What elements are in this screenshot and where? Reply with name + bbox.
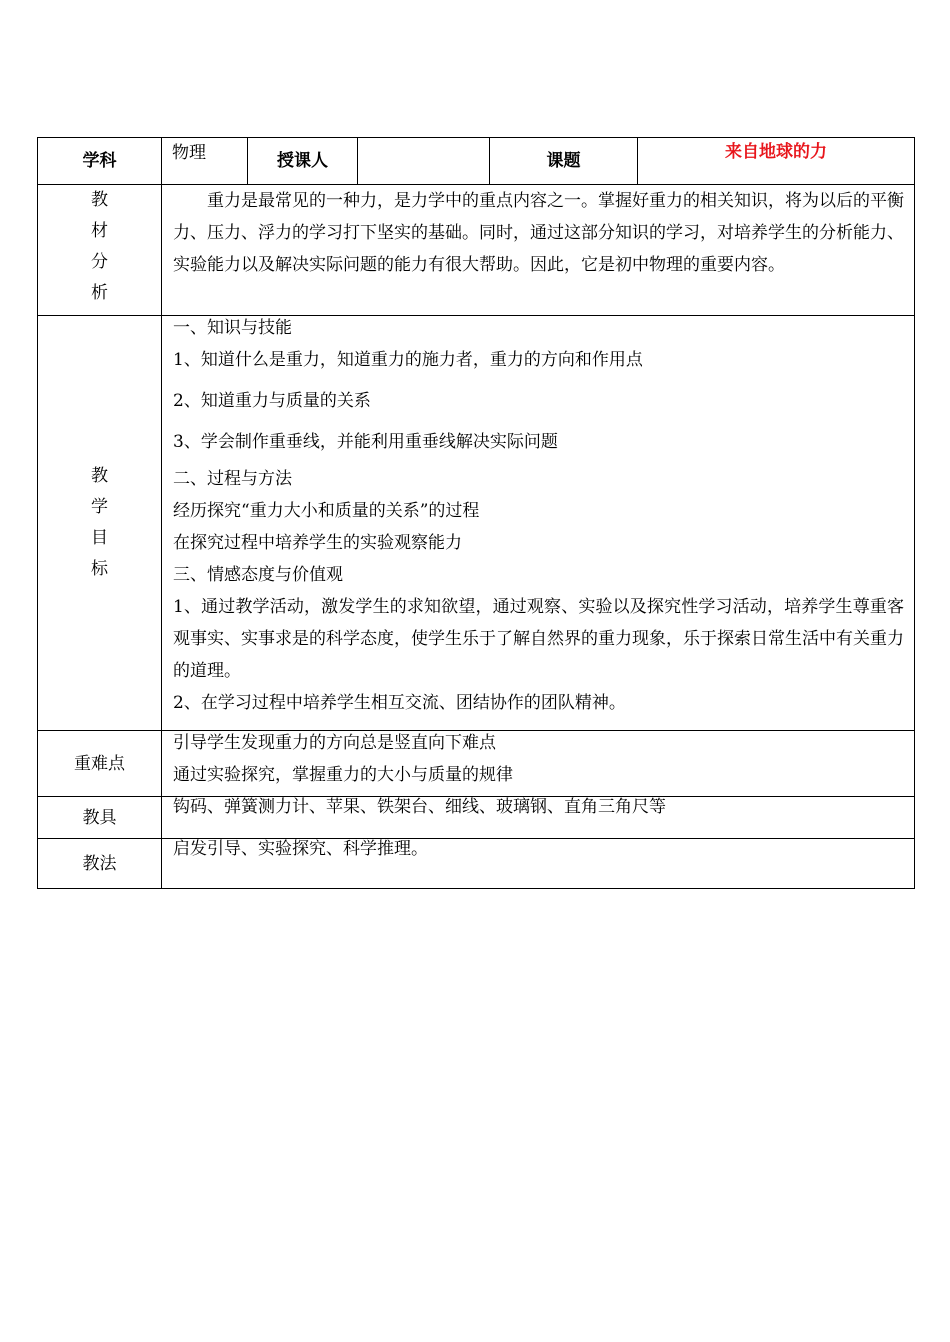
- teaching-goals-row: [38, 316, 915, 731]
- subject-label: 学科: [38, 138, 162, 185]
- material-analysis-row: [38, 185, 915, 316]
- key-point-item: 引导学生发现重力的方向总是竖直向下难点: [173, 733, 496, 753]
- key-point-item: 通过实验探究，掌握重力的大小与质量的规律: [173, 765, 513, 785]
- label-char: 材: [91, 221, 108, 241]
- label-char: 分: [91, 252, 108, 272]
- label-char: 教: [91, 190, 108, 210]
- material-analysis-text: 重力是最常见的一种力，是力学中的重点内容之一。掌握好重力的相关知识，将为以后的平衡力、压力、浮力的学习打下坚实的基础。同时，通过这部分知识的学习，对培养学生的分析能力、实验能力以及解决实际问题的能力有很大帮助。因此，它是初中物理的重要内容。: [173, 191, 904, 275]
- process-item: 在探究过程中培养学生的实验观察能力: [173, 533, 462, 553]
- knowledge-item: 1、知道什么是重力，知道重力的施力者，重力的方向和作用点: [173, 350, 643, 370]
- topic-value: 来自地球的力: [638, 138, 915, 185]
- topic-label: 课题: [490, 138, 638, 185]
- tools-content: [162, 797, 915, 839]
- tools-label: 教具: [38, 797, 162, 839]
- methods-row: [38, 839, 915, 889]
- teaching-goals-content: [162, 316, 915, 731]
- methods-content: [162, 839, 915, 889]
- material-analysis-content: [162, 185, 915, 316]
- methods-label: 教法: [38, 839, 162, 889]
- knowledge-heading: 一、知识与技能: [173, 318, 292, 338]
- tools-text: 钩码、弹簧测力计、苹果、铁架台、细线、玻璃钢、直角三角尺等: [173, 797, 666, 817]
- emotion-item: 2、在学习过程中培养学生相互交流、团结协作的团队精神。: [173, 693, 626, 713]
- emotion-heading: 三、情感态度与价值观: [173, 565, 343, 585]
- teacher-value: [358, 138, 490, 185]
- knowledge-item: 2、知道重力与质量的关系: [173, 391, 371, 411]
- key-points-label: 重难点: [38, 731, 162, 797]
- key-points-row: [38, 731, 915, 797]
- tools-row: [38, 797, 915, 839]
- key-points-content: [162, 731, 915, 797]
- header-row: [38, 138, 915, 185]
- label-char: 教: [91, 466, 108, 486]
- material-analysis-label: [38, 185, 162, 316]
- label-char: 标: [91, 559, 108, 579]
- lesson-plan-table: [37, 137, 915, 889]
- teacher-label: 授课人: [248, 138, 358, 185]
- knowledge-item: 3、学会制作重垂线，并能利用重垂线解决实际问题: [173, 432, 558, 452]
- label-char: 析: [91, 283, 108, 303]
- label-char: 目: [91, 528, 108, 548]
- methods-text: 启发引导、实验探究、科学推理。: [173, 839, 428, 859]
- teaching-goals-label: [38, 316, 162, 731]
- subject-value: 物理: [162, 138, 248, 185]
- label-char: 学: [91, 497, 108, 517]
- process-item: 经历探究“重力大小和质量的关系”的过程: [173, 501, 480, 521]
- process-heading: 二、过程与方法: [173, 469, 292, 489]
- emotion-item: 1、通过教学活动，激发学生的求知欲望，通过观察、实验以及探究性学习活动，培养学生尊重客观事实、实事求是的科学态度，使学生乐于了解自然界的重力现象，乐于探索日常生活中有关重力的道理。: [173, 597, 904, 681]
